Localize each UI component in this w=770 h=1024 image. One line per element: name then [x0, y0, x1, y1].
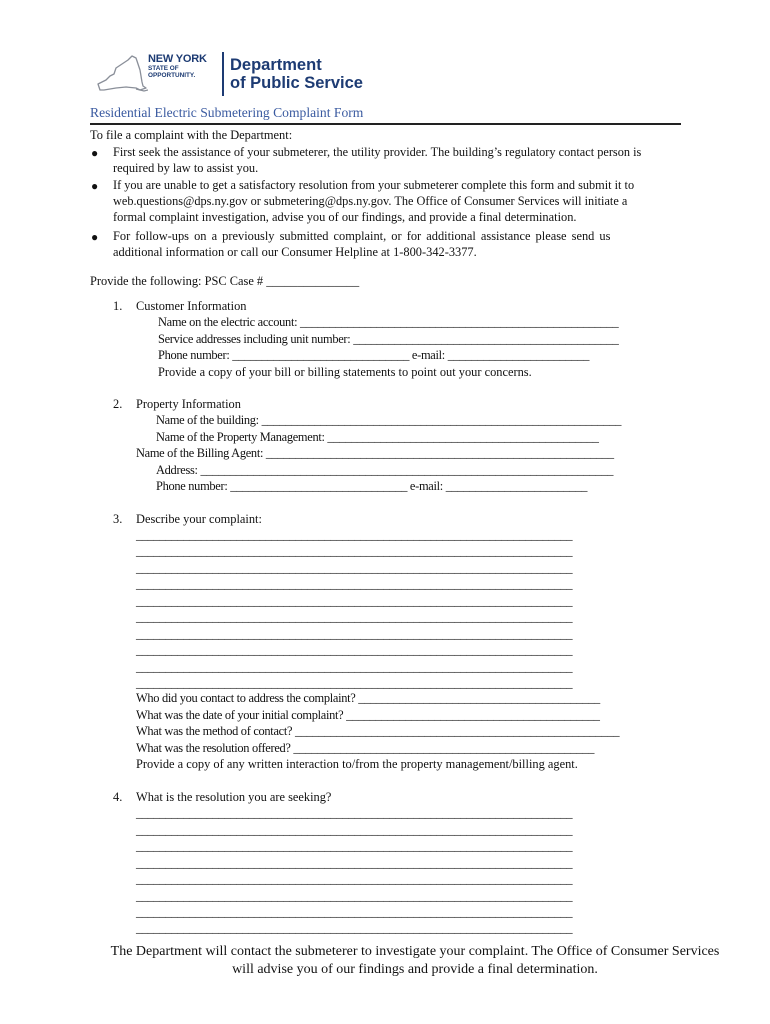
bullet-icon: ●: [91, 179, 99, 193]
logo-dept-line2: of Public Service: [230, 74, 363, 92]
section-4-number: 4.: [113, 790, 123, 804]
bullet-2-line-1: If you are unable to get a satisfactory resolution from your submeterer complete this form and submit it to: [113, 178, 635, 192]
section-2-number: 2.: [113, 397, 123, 411]
resolution-line[interactable]: __________________________________________________________________________: [136, 823, 573, 837]
bullet-2-line-3: formal complaint investigation, advise you of our findings, and provide a final determination.: [113, 210, 577, 224]
resolution-line[interactable]: __________________________________________________________________________: [136, 856, 573, 870]
complaint-line[interactable]: __________________________________________________________________________: [136, 544, 573, 558]
property-management-field[interactable]: Name of the Property Management: ______________________________________________: [156, 430, 599, 444]
section-1-heading: Customer Information: [136, 299, 247, 313]
bullet-2-line-2: web.questions@dps.ny.gov or submetering@dps.ny.gov. The Office of Consumer Services will initiate a: [113, 194, 628, 208]
bill-copy-note: Provide a copy of your bill or billing statements to point out your concerns.: [158, 365, 532, 379]
dps-logo: [96, 50, 396, 100]
logo-state-name: NEW YORK: [148, 53, 207, 65]
section-4-heading: What is the resolution you are seeking?: [136, 790, 332, 804]
customer-phone-email-field[interactable]: Phone number: ______________________________ e-mail: ________________________: [158, 348, 590, 362]
bullet-1-line-1: First seek the assistance of your submeterer, the utility provider. The building’s regulatory contact person is: [113, 145, 642, 159]
agent-address-field[interactable]: Address: ______________________________________________________________________: [156, 463, 614, 477]
logo-state-of: STATE OF: [148, 65, 179, 72]
logo-dept-line1: Department: [230, 56, 322, 74]
complaint-line[interactable]: __________________________________________________________________________: [136, 561, 573, 575]
logo-department-name: [230, 56, 363, 92]
footer-line-2: will advise you of our findings and provide a final determination.: [232, 962, 598, 977]
written-interaction-note: Provide a copy of any written interaction to/from the property management/billing agent.: [136, 757, 578, 771]
logo-opportunity: OPPORTUNITY.: [148, 72, 196, 79]
bullet-3-line-2: additional information or call our Consumer Helpline at 1-800-342-3377.: [113, 245, 477, 259]
footer-line-1: The Department will contact the submeterer to investigate your complaint. The Office of Consumer Services: [110, 944, 720, 959]
section-3-heading: Describe your complaint:: [136, 512, 262, 526]
intro-text: To file a complaint with the Department:: [90, 128, 293, 142]
resolution-line[interactable]: __________________________________________________________________________: [136, 889, 573, 903]
bullet-3-line-1: For follow-ups on a previously submitted complaint, or for additional assistance please send us: [113, 229, 611, 243]
contact-person-field[interactable]: Who did you contact to address the complaint? _________________________________________: [136, 691, 600, 705]
account-name-field[interactable]: Name on the electric account: ______________________________________________________: [158, 315, 619, 329]
form-title: Residential Electric Submetering Complaint Form: [90, 105, 364, 120]
resolution-line[interactable]: __________________________________________________________________________: [136, 921, 573, 935]
building-name-field[interactable]: Name of the building: _____________________________________________________________: [156, 413, 622, 427]
resolution-line[interactable]: __________________________________________________________________________: [136, 872, 573, 886]
initial-complaint-date-field[interactable]: What was the date of your initial complaint? ___________________________________________: [136, 708, 600, 722]
agent-phone-email-field[interactable]: Phone number: ______________________________ e-mail: ________________________: [156, 479, 588, 493]
resolution-line[interactable]: __________________________________________________________________________: [136, 806, 573, 820]
section-1-number: 1.: [113, 299, 123, 313]
complaint-line[interactable]: __________________________________________________________________________: [136, 660, 573, 674]
bullet-icon: ●: [91, 230, 99, 244]
complaint-line[interactable]: __________________________________________________________________________: [136, 676, 573, 690]
bullet-icon: ●: [91, 146, 99, 160]
bullet-1-line-2: required by law to assist you.: [113, 161, 259, 175]
title-underline: [90, 123, 681, 125]
resolution-line[interactable]: __________________________________________________________________________: [136, 839, 573, 853]
complaint-line[interactable]: __________________________________________________________________________: [136, 643, 573, 657]
psc-case-field[interactable]: Provide the following: PSC Case # _______________: [90, 274, 360, 288]
complaint-line[interactable]: __________________________________________________________________________: [136, 610, 573, 624]
contact-method-field[interactable]: What was the method of contact? _______________________________________________________: [136, 724, 620, 738]
complaint-line[interactable]: __________________________________________________________________________: [136, 528, 573, 542]
billing-agent-field[interactable]: Name of the Billing Agent: ___________________________________________________________: [136, 446, 614, 460]
section-3-number: 3.: [113, 512, 123, 526]
logo-divider: [222, 52, 224, 96]
resolution-line[interactable]: __________________________________________________________________________: [136, 905, 573, 919]
new-york-state-map-icon: [96, 54, 148, 94]
complaint-line[interactable]: __________________________________________________________________________: [136, 594, 573, 608]
service-address-field[interactable]: Service addresses including unit number: _____________________________________________: [158, 332, 619, 346]
complaint-line[interactable]: __________________________________________________________________________: [136, 627, 573, 641]
complaint-line[interactable]: __________________________________________________________________________: [136, 577, 573, 591]
resolution-offered-field[interactable]: What was the resolution offered? ___________________________________________________: [136, 741, 595, 755]
section-2-heading: Property Information: [136, 397, 241, 411]
